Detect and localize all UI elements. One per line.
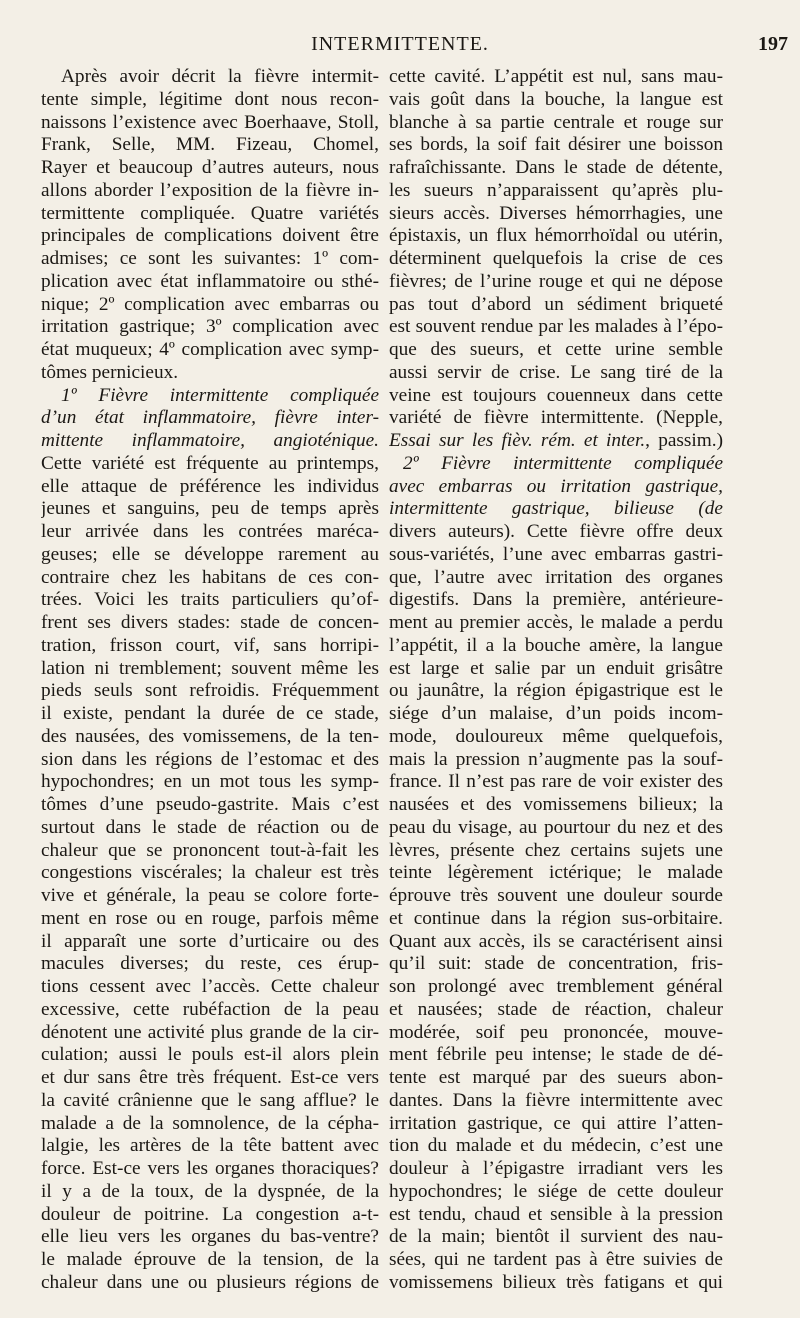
text-line: nique; 2º complication avec embarras ou [41,293,379,315]
text-line: tente simple, légitime dont nous recon- [41,88,379,110]
text-line: est tendu, chaud et sensible à la pression [389,1203,723,1225]
text-line: vais goût dans la bouche, la langue est [389,88,723,110]
text-line: vive et générale, la peau se colore forte- [41,885,379,906]
text-line: siége d’un malaise, d’un poids incom- [389,703,723,724]
text-line: dantes. Dans la fièvre intermittente avec [389,1089,723,1111]
text-line: france. Il n’est pas rare de voir exister des [389,771,723,793]
text-line: la cavité crânienne que le sang afflue? le [41,1089,379,1111]
text-line: tration, frisson court, vif, sans horripi- [41,634,379,656]
text-line: lèvres, présente chez certains sujets une [389,839,723,861]
text-line: allons aborder l’exposition de la fièvre in- [41,179,379,201]
text-line: rafraîchissante. Dans le stade de détente, [389,157,723,178]
text-line: hypochondres; le siége de cette douleur [389,1180,723,1202]
text-line: Quant aux accès, ils se caractérisent ainsi [389,930,723,952]
text-line: le malade éprouve de la tension, de la [41,1249,379,1270]
text-line: fièvres; de l’urine rouge et qui ne dépose [389,270,723,292]
text-line: douleur à l’épigastre irradiant vers les [389,1158,723,1179]
text-line: Cette variété est fréquente au printemps, [41,452,379,474]
text-line: aussi servir de crise. Le sang tiré de la [389,361,723,383]
text-line: il apparaît une sorte d’urticaire ou des [41,930,379,952]
text-line: dénotent une activité plus grande de la cir- [41,1021,379,1043]
text-line: sion dans les régions de l’estomac et des [41,748,379,770]
text-line: surtout dans le stade de réaction ou de [41,816,379,838]
text-line: l’appétit, il a la bouche amère, la langue [389,634,723,656]
text-line: lation ni tremblement; souvent même les [41,657,379,679]
text-line: Essai sur les fièv. rém. et inter., passim.) [389,430,723,451]
text-line: intermittente gastrique, bilieuse (de [389,498,723,520]
text-line: état muqueux; 4º complication avec symp- [41,339,379,360]
text-line: ment en rose ou en rouge, parfois même [41,907,379,929]
text-line: ment fébrile peu intense; le stade de dé- [389,1044,723,1066]
text-line: contraire chez les habitans de ces con- [41,566,379,588]
text-line: tômes pernicieux. [41,361,179,383]
text-line: 2º Fièvre intermittente compliquée [403,452,723,474]
text-line: est large et salie par un enduit grisâtre [389,657,723,679]
text-line: pas tout d’abord un sédiment briqueté [389,293,723,315]
text-line: termittente compliquée. Quatre variétés [41,202,379,224]
text-line: blanche à sa partie centrale et rouge sur [389,111,723,133]
text-line: vomissemens bilieux très fatigans et qui [389,1271,723,1293]
text-line: principales de complications doivent être [41,225,379,247]
text-line: tômes d’une pseudo-gastrite. Mais c’est [41,794,379,815]
text-line: hypochondres; en un mot tous les symp- [41,771,379,793]
text-line: épistaxis, un flux hémorrhoïdal ou utérin, [389,225,723,247]
text-line: son prolongé avec tremblement général [389,976,723,997]
text-line: ou jaunâtre, la région épigastrique est le [389,680,723,702]
text-line: avec embarras ou irritation gastrique, [389,475,723,497]
text-line: de la main; bientôt il survient des nau- [389,1226,723,1248]
text-line: variété de fièvre intermittente. (Nepple, [389,407,723,429]
text-line: jeunes et sanguins, peu de temps après [41,498,379,520]
text-line: culation; aussi le pouls est-il alors plein [41,1044,379,1066]
text-line: mais la pression n’augmente pas la souf- [389,748,723,770]
text-line: leur arrivée dans les contrées maréca- [41,521,379,542]
text-line: il y a de la toux, de la dyspnée, de la [41,1180,379,1202]
text-line: plication avec état inflammatoire ou sthé- [41,270,379,292]
text-line: déterminent quelquefois la crise de ces [389,248,723,269]
text-line: lalgie, les artères de la tête battent avec [41,1135,379,1157]
text-line: Rayer et beaucoup d’autres auteurs, nous [41,157,379,178]
text-line: sous-variétés, l’une avec embarras gastri- [389,543,723,565]
text-line: macules diverses; du reste, ces érup- [41,953,379,975]
text-line: veine est toujours couenneux dans cette [389,384,723,406]
text-line: excessive, cette rubéfaction de la peau [41,998,379,1020]
text-line: cette cavité. L’appétit est nul, sans mau- [389,66,723,87]
text-line: et continue dans la région sus-orbitaire. [389,907,723,929]
text-line: tente est marqué par des sueurs abon- [389,1067,723,1088]
text-line: divers auteurs). Cette fièvre offre deux [389,521,723,542]
text-line: naissons l’existence avec Boerhaave, Stoll, [41,111,379,133]
text-line: irritation gastrique, ce qui attire l’atten- [389,1112,723,1134]
text-line: il existe, pendant la durée de ce stade, [41,703,379,724]
text-line: tion du malade et du médecin, c’est une [389,1135,723,1157]
left-column [41,66,379,1295]
running-title: INTERMITTENTE. [311,33,489,55]
text-line: 1º Fièvre intermittente compliquée [61,384,379,406]
text-line: d’un état inflammatoire, fièvre inter- [41,407,379,429]
text-line: Frank, Selle, MM. Fizeau, Chomel, [41,134,379,156]
text-line: des nausées, des vomissemens, de la ten- [41,725,379,747]
text-line: sées, qui ne tardent pas à être suivies de [389,1249,723,1270]
text-line: éprouve très souvent une douleur sourde [389,885,723,906]
text-line: congestions viscérales; la chaleur est très [41,862,379,884]
text-line: mittente inflammatoire, angioténique. [41,430,379,451]
text-line: que des sueurs, et cette urine semble [389,339,723,360]
text-line: Après avoir décrit la fièvre intermit- [61,66,379,87]
text-line: que, l’autre avec irritation des organes [389,566,723,588]
text-line: elle lieu vers les organes du bas-ventre? [41,1226,379,1248]
text-line: elle attaque de préférence les individus [41,475,379,497]
text-line: peau du visage, au pourtour du nez et des [389,816,723,838]
text-line: est souvent rendue par les malades à l’épo- [389,316,723,338]
text-line: ment au premier accès, le malade a perdu [389,612,723,633]
text-line: sieurs accès. Diverses hémorrhagies, une [389,202,723,224]
text-line: nausées et des vomissemens bilieux; la [389,794,723,815]
text-line: mode, douloureux même quelquefois, [389,725,723,747]
text-line: chaleur que se prononcent tout-à-fait les [41,839,379,861]
text-line: douleur de poitrine. La congestion a-t- [41,1203,379,1225]
text-line: malade a de la somnolence, de la cépha- [41,1112,379,1134]
text-line: admises; ce sont les suivantes: 1º com- [41,248,379,269]
text-line: et dur sans être très fréquent. Est-ce vers [41,1067,379,1088]
text-line: irritation gastrique; 3º complication avec [41,316,379,338]
text-line: tions cessent avec l’accès. Cette chaleur [41,976,379,997]
text-line: geuses; elle se développe rarement au [41,543,379,565]
text-line: force. Est-ce vers les organes thoraciques? [41,1158,379,1179]
text-line: chaleur dans une ou plusieurs régions de [41,1271,379,1293]
text-line: teinte légèrement ictérique; le malade [389,862,723,884]
text-line: ses bords, la soif fait désirer une boisson [389,134,723,156]
right-column [389,66,723,1295]
text-line: les sueurs n’apparaissent qu’après plu- [389,179,723,201]
text-line: digestifs. Dans la première, antérieure- [389,589,723,611]
text-line: modérée, soif peu prononcée, mouve- [389,1021,723,1043]
text-line: trées. Voici les traits particuliers qu’of- [41,589,379,611]
text-line: pieds seuls sont refroidis. Fréquemment [41,680,379,702]
text-line: qu’il suit: stade de concentration, fris- [389,953,723,975]
text-line: et nausées; stade de réaction, chaleur [389,998,723,1020]
page-number: 197 [758,33,788,55]
text-line: frent ses divers stades: stade de concen- [41,612,379,633]
